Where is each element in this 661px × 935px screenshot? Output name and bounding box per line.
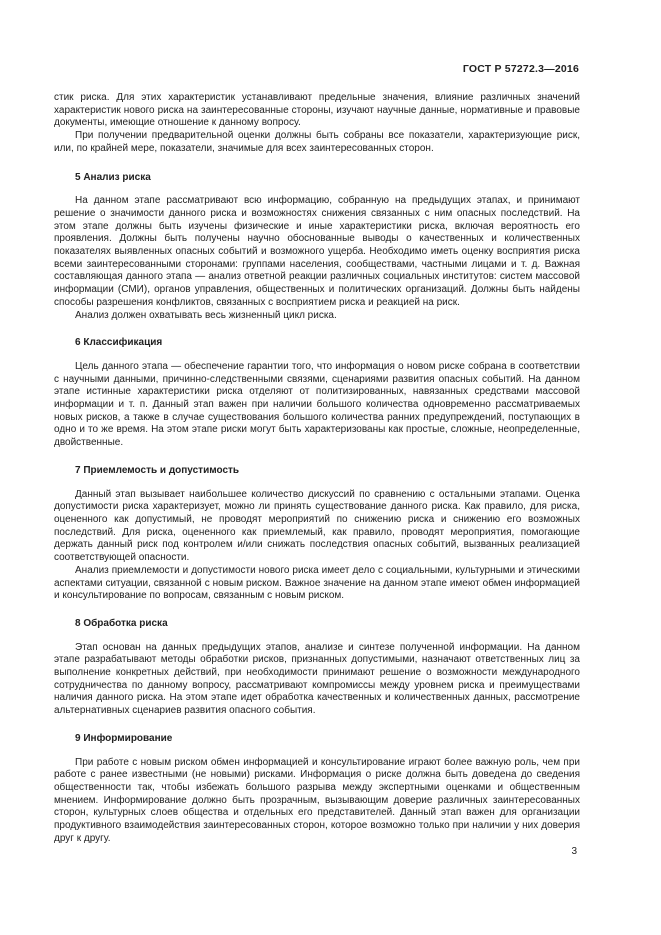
- paragraph: На данном этапе рассматривают всю информацию, собранную на предыдущих этапах, и принимают решение о значимости данного риска и возможностях снижения связанных с ним опасных последствий. На этом этапе должны быть изучены физические и иные характеристики риска, включая вероятность его проявления. Должны быть получены научно обоснованные выводы о качественных и количественных показателях выявленных опасных событий и возможного ущерба. Необходимо иметь оценку восприятия риска всеми заинтересованными сторонами: группами населения, сообществами, частными лицами и т. д. Важная составляющая данного этапа — анализ ответной реакции различных социальных институтов: систем массовой информации (СМИ), органов управления, общественных и политических организаций. Должны быть найдены способы разрешения конфликтов, связанных с восприятием риска и реакцией на риск.: [54, 195, 580, 308]
- paragraph: Этап основан на данных предыдущих этапов, анализе и синтезе полученной информации. На данном этапе разрабатывают методы обработки рисков, признанных допустимыми, назначают ответственных лиц за выполнение конкретных действий, при необходимости принимают решение о возможности международного сотрудничества по данному вопросу, рассматривают компромиссы между уровнем риска и преимуществами наличия данного риска. На этом этапе идет обработка качественных и количественных данных, рассмотрение альтернативных сценариев развития опасного события.: [54, 641, 580, 717]
- section-heading-9: 9 Информирование: [75, 732, 173, 744]
- document-header: ГОСТ Р 57272.3—2016: [462, 63, 579, 75]
- paragraph: Данный этап вызывает наибольшее количество дискуссий по сравнению с остальными этапами. Оценка допустимости риска характеризует, можно ли принять существование данного риска. Как правило, для риска, оцененного как допустимый, не проводят мероприятий по снижению риска и снижению его возможных последствий. Для риска, оцененного как приемлемый, как правило, проводят мероприятия, помогающие держать данный риск под контролем и/или снижать последствия опасных событий, вызванных реализацией соответствующей опасности.: [54, 488, 580, 564]
- section-heading-8: 8 Обработка риска: [75, 617, 168, 629]
- paragraph: При работе с новым риском обмен информацией и консультирование играют более важную роль, чем при работе с ранее известными (не новыми) рисками. Информация о риске должна быть доведена до сведения общественности так, чтобы избежать большого разрыва между экспертными оценками и общественным мнением. Информирование должно быть прозрачным, вызывающим доверие различных заинтересованных сторон, культурных слоев общества и отдельных его представителей. Данный этап важен для организации продуктивного взаимодействия заинтересованных сторон, которое возможно только при наличии у них доверия друг к другу.: [54, 756, 580, 844]
- section-heading-7: 7 Приемлемость и допустимость: [75, 464, 240, 476]
- paragraph: Анализ приемлемости и допустимости нового риска имеет дело с социальными, культурными и этическими аспектами ситуации, связанной с новым риском. Важное значение на данном этапе имеют обмен информацией и консультирование по вопросам, связанным с новым риском.: [54, 564, 580, 602]
- paragraph: стик риска. Для этих характеристик устанавливают предельные значения, влияние различных значений характеристик нового риска на заинтересованные стороны, изучают научные данные, нормативные и правовые документы, имеющие отношение к данному вопросу.: [54, 92, 580, 129]
- paragraph: Анализ должен охватывать весь жизненный цикл риска.: [75, 309, 337, 321]
- section-heading-6: 6 Классификация: [75, 337, 163, 349]
- page-number: 3: [571, 846, 577, 857]
- section-heading-5: 5 Анализ риска: [75, 171, 151, 183]
- paragraph: При получении предварительной оценки должны быть собраны все показатели, характеризующие риск, или, по крайней мере, показатели, значимые для всех заинтересованных сторон.: [54, 130, 580, 154]
- paragraph: Цель данного этапа — обеспечение гарантии того, что информация о новом риске собрана в соответствии с научными данными, причинно-следственными связями, сценариями развития опасных событий. На данном этапе истинные характеристики риска отделяют от политизированных, навязанных средствами массовой информации и т. п. Данный этап важен при наличии большого количества одновременно рассматриваемых новых рисков, а также в случае существования большого количества ранних предупреждений, поступающих в одно и то же время. На этом этапе риски могут быть характеризованы как простые, сложные, неопределенные, двойственные.: [54, 360, 580, 449]
- document-body: [54, 92, 580, 845]
